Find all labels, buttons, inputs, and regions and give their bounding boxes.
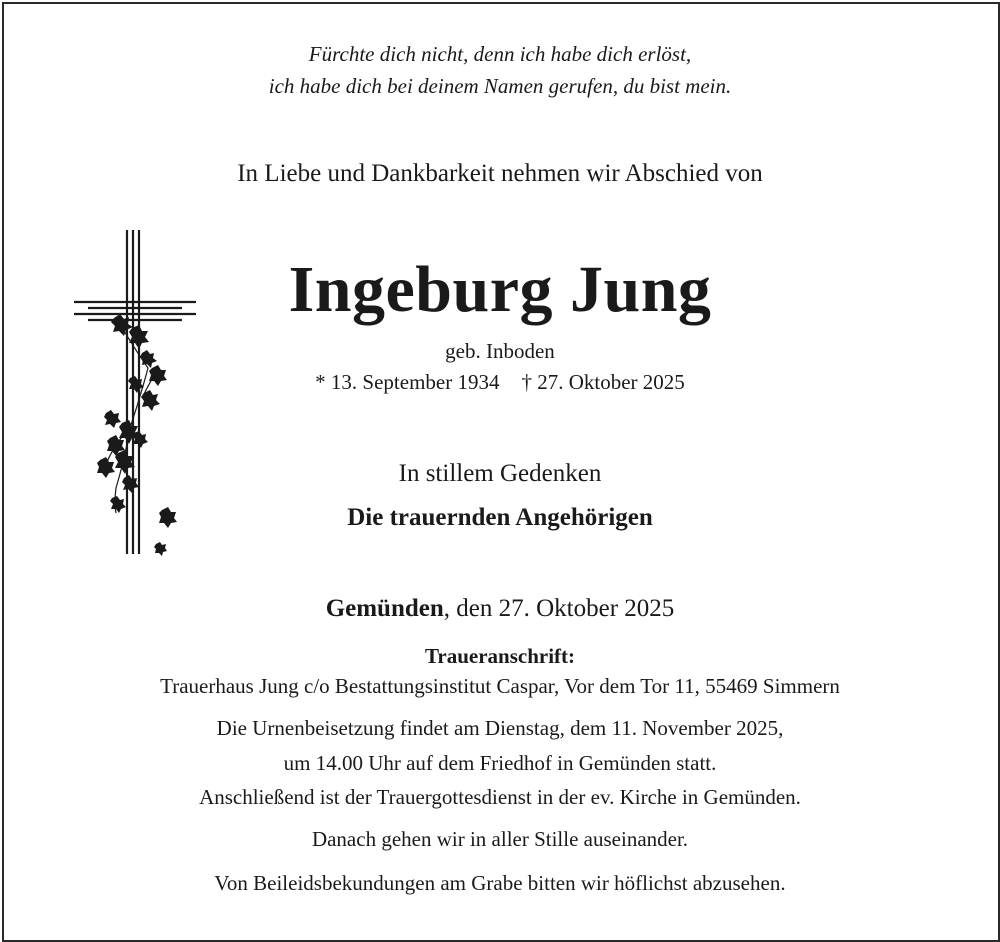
death-date: † 27. Oktober 2025 (521, 370, 685, 394)
date: , den 27. Oktober 2025 (443, 595, 675, 622)
place-date (0, 595, 1000, 623)
burial-line-1: Die Urnenbeisetzung findet am Dienstag, dem 11. November 2025, (216, 716, 784, 740)
burial-line-3: Anschließend ist der Trauergottesdienst in der ev. Kirche in Gemünden. (199, 785, 801, 809)
condolence-text: Von Beileidsbekundungen am Grabe bitten wir höflichst abzusehen. (214, 871, 786, 895)
address-label: Traueranschrift: (424, 644, 576, 668)
life-dates (0, 370, 1000, 395)
memorial-text: In stillem Gedenken (398, 460, 602, 487)
birth-date: * 13. September 1934 (315, 370, 500, 394)
verse-line-1: Fürchte dich nicht, denn ich habe dich erlöst, (308, 42, 692, 66)
verse-line-2: ich habe dich bei deinem Namen gerufen, du bist mein. (268, 74, 732, 98)
maiden-name: geb. Inboden (445, 339, 555, 363)
address-text: Trauerhaus Jung c/o Bestattungsinstitut Caspar, Vor dem Tor 11, 55469 Simmern (160, 674, 840, 698)
intro-text: In Liebe und Dankbarkeit nehmen wir Abschied von (237, 160, 763, 187)
farewell-text: Danach gehen wir in aller Stille auseinander. (311, 827, 689, 851)
burial-line-2: um 14.00 Uhr auf dem Friedhof in Gemünden statt. (283, 751, 717, 775)
place: Gemünden (325, 595, 444, 622)
deceased-name: Ingeburg Jung (288, 253, 712, 326)
mourners-text: Die trauernden Angehörigen (347, 504, 653, 531)
